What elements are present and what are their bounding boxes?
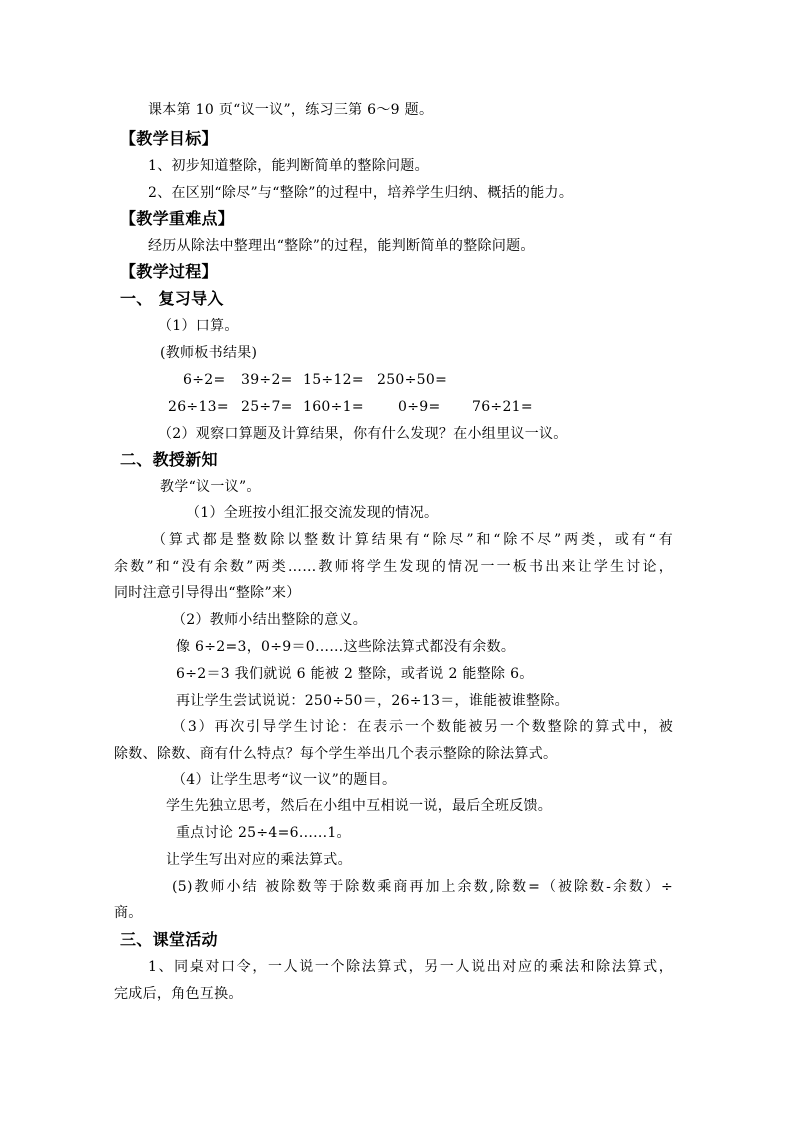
sec3-paragraph-1-line-2: 完成后，角色互换。 — [114, 986, 243, 1002]
intro-line: 课本第 10 页“议一议”，练习三第 6～9 题。 — [148, 102, 434, 118]
math-item: 6÷2= — [183, 372, 226, 388]
sec2-paragraph-12: 让学生写出对应的乘法算式。 — [166, 852, 352, 868]
sec2-paragraph-1: 教学“议一议”。 — [160, 479, 261, 495]
math-item: 39÷2= — [241, 372, 293, 388]
sec2-paragraph-13-line-2: 商。 — [114, 905, 143, 921]
math-item: 76÷21= — [472, 399, 533, 415]
math-item: 160÷1= — [303, 399, 364, 415]
sec2-paragraph-8-line-1: （3）再次引导学生讨论：在表示一个数能被另一个数整除的算式中，被 — [172, 719, 673, 735]
sec2-paragraph-13-line-1: (5)教师小结 被除数等于除数乘商再加上余数,除数=（被除数-余数）÷ — [172, 879, 673, 895]
sec2-paragraph-3-line-2: 余数”和“没有余数”两类……教师将学生发现的情况一一板书出来让学生讨论， — [114, 559, 673, 575]
sec2-paragraph-5: 像 6÷2=3，0÷9＝0……这些除法算式都没有余数。 — [176, 639, 516, 655]
sec1-paragraph-3: （2）观察口算题及计算结果，你有什么发现？在小组里议一议。 — [158, 426, 568, 442]
sec2-paragraph-8-line-2: 除数、除数、商有什么特点？每个学生举出几个表示整除的除法算式。 — [114, 746, 558, 762]
sec3-paragraph-1-line-1: 1、同桌对口令，一人说一个除法算式，另一人说出对应的乘法和除法算式， — [148, 959, 673, 975]
math-item: 0÷9= — [398, 399, 441, 415]
key-heading: 【教学重难点】 — [120, 209, 235, 228]
sec2-paragraph-4: （2）教师小结出整除的意义。 — [172, 612, 368, 628]
sec2-paragraph-6: 6÷2＝3 我们就说 6 能被 2 整除，或者说 2 能整除 6。 — [176, 666, 534, 682]
goal-item-2: 2、在区别“除尽”与“整除”的过程中，培养学生归纳、概括的能力。 — [148, 185, 574, 201]
process-heading: 【教学过程】 — [120, 262, 218, 281]
math-item: 250÷50= — [377, 372, 448, 388]
sec1-paragraph-1: （1）口算。 — [158, 318, 239, 334]
goal-item-1: 1、初步知道整除，能判断简单的整除问题。 — [148, 158, 429, 174]
section-3-heading: 三、课堂活动 — [120, 930, 218, 949]
key-text: 经历从除法中整理出“整除”的过程，能判断简单的整除问题。 — [148, 238, 535, 254]
sec2-paragraph-10: 学生先独立思考，然后在小组中互相说一说，最后全班反馈。 — [166, 798, 553, 814]
goals-heading: 【教学目标】 — [120, 129, 218, 148]
sec2-paragraph-11: 重点讨论 25÷4=6......1。 — [176, 825, 351, 841]
sec2-paragraph-7: 再让学生尝试说说：250÷50＝，26÷13＝，谁能被谁整除。 — [176, 693, 569, 709]
sec2-paragraph-9: （4）让学生思考“议一议”的题目。 — [172, 772, 397, 788]
section-1-heading: 一、 复习导入 — [120, 289, 224, 308]
math-item: 15÷12= — [303, 372, 364, 388]
math-item: 25÷7= — [241, 399, 293, 415]
sec2-paragraph-3-line-3: 同时注意引导得出“整除”来） — [114, 585, 301, 601]
math-item: 26÷13= — [168, 399, 229, 415]
sec1-paragraph-2: (教师板书结果) — [160, 345, 258, 361]
sec2-paragraph-2: （1）全班按小组汇报交流发现的情况。 — [186, 505, 439, 521]
section-2-heading: 二、教授新知 — [120, 450, 218, 469]
sec2-paragraph-3-line-1: （算式都是整数除以整数计算结果有“除尽”和“除不尽”两类，或有“有 — [152, 532, 673, 548]
